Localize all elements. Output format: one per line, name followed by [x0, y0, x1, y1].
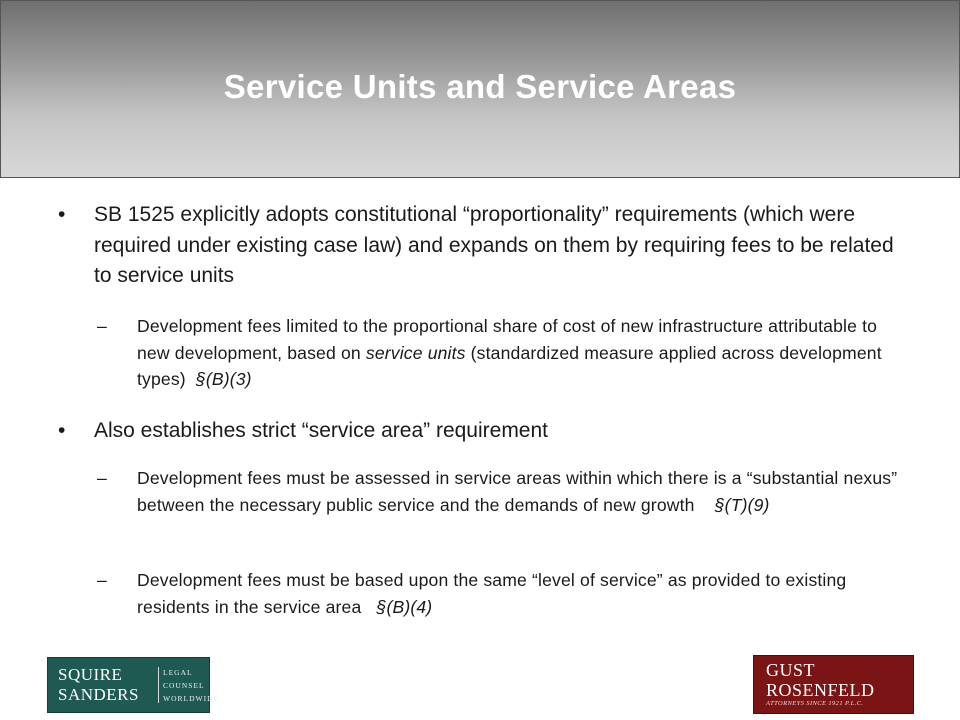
bullet-text: Also establishes strict “service area” requirement [94, 419, 549, 442]
sub-bullet-text: Development fees must be assessed in service areas within which there is a “substantial nexus” between the necessary public service and the demands of new growth [137, 468, 898, 515]
sub-bullet-text-cont: (standardized measure applied across development types) [137, 342, 882, 389]
dash-marker: – [97, 570, 107, 590]
dash-marker: – [97, 468, 107, 488]
logo-tagline: LEGAL COUNSEL WORLDWIDE [163, 668, 220, 703]
logo-tagline: ATTORNEYS SINCE 1921 P.L.C. [766, 700, 864, 707]
bullet-item-1 [58, 200, 894, 292]
bullet-text: SB 1525 explicitly adopts constitutional “proportionality” requirements (which were required under existing case law) and expands on them by requiring fees to be related to service units [94, 203, 894, 287]
statute-citation: §(B)(4) [376, 596, 433, 617]
sub-bullet-2-1 [97, 465, 912, 518]
squire-sanders-logo [47, 657, 220, 713]
logo-firm-name: GUST ROSENFELD [766, 660, 875, 700]
bullet-marker: • [58, 419, 66, 442]
bullet-item-2 [58, 416, 894, 447]
dash-marker: – [97, 316, 107, 336]
gust-rosenfeld-logo [753, 655, 914, 714]
logo-divider [158, 667, 159, 703]
statute-citation: §(B)(3) [195, 369, 252, 389]
bullet-marker: • [58, 203, 66, 226]
sub-bullet-text: Development fees must be based upon the same “level of service” as provided to existing residents in the service area [137, 570, 847, 617]
sub-bullet-2-2 [97, 567, 912, 620]
slide-title: Service Units and Service Areas [223, 68, 737, 105]
emphasis-text: service units [365, 342, 466, 363]
sub-bullet-1-1 [97, 313, 912, 393]
statute-citation: §(T)(9) [714, 494, 770, 515]
sub-bullet-text: Development fees limited to the proportional share of cost of new infrastructure attributable to new development, based on [137, 316, 878, 363]
logo-firm-name: SQUIRE SANDERS [58, 665, 139, 704]
